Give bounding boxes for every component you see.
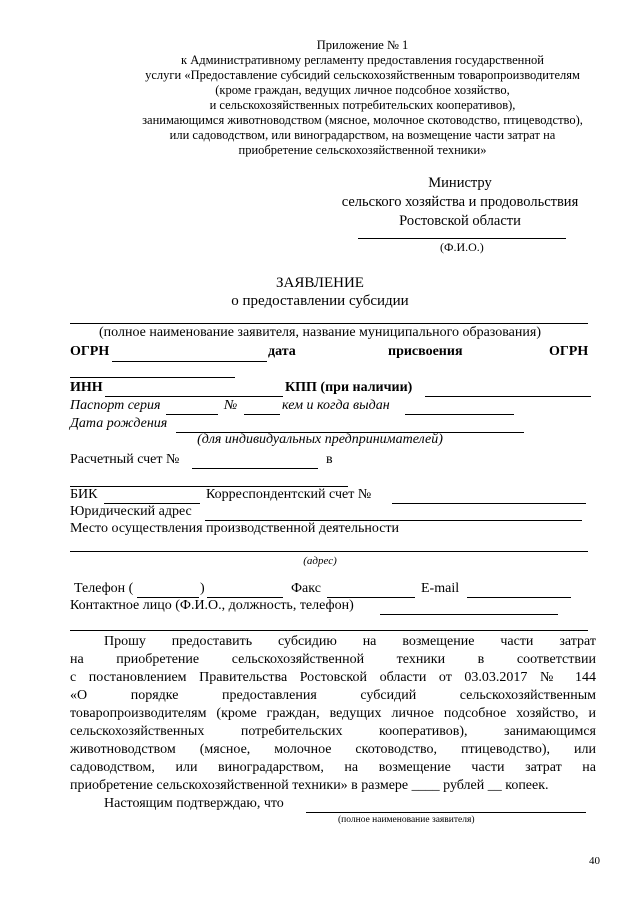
- ogrn-field[interactable]: [112, 361, 267, 362]
- ip-caption: (для индивидуальных предпринимателей): [197, 432, 443, 447]
- document-subtitle: о предоставлении субсидии: [231, 293, 409, 309]
- addressee-line-1: Министру: [428, 175, 492, 191]
- body-line-4: [70, 688, 596, 704]
- applicant-caption: (полное наименование заявителя, название муниципального образования): [99, 325, 541, 340]
- body-word: возмещение: [402, 634, 475, 649]
- phone-label: Телефон (: [74, 581, 134, 596]
- appendix-line-7: или садоводством, или виноградарством, на возмещение части затрат на: [169, 128, 556, 142]
- confirmation-field[interactable]: [306, 812, 586, 813]
- body-line-1: [104, 634, 596, 650]
- body-line-3: с постановлением Правительства Ростовской области от 03.03.2017 № 144: [70, 670, 596, 685]
- ogrn-assign-label: присвоения: [388, 344, 463, 359]
- body-word: в: [477, 652, 485, 667]
- account-in-label: в: [326, 452, 333, 467]
- appendix-line-8: приобретение сельскохозяйственной техники»: [238, 143, 487, 157]
- phone-close-paren: ): [200, 581, 205, 596]
- contact-person-field-2[interactable]: [70, 630, 588, 631]
- body-word: затрат: [559, 634, 596, 649]
- body-line-5: товаропроизводителям (кроме граждан, ведущих личное подсобное хозяйство, и: [70, 706, 596, 721]
- contact-person-label: Контактное лицо (Ф.И.О., должность, телефон): [70, 598, 354, 613]
- confirmation-label: Настоящим подтверждаю, что: [104, 796, 284, 811]
- corr-account-label: Корреспондентский счет №: [206, 487, 372, 502]
- body-word: на: [362, 634, 377, 649]
- ogrn-label: ОГРН: [70, 344, 110, 359]
- body-word: предоставления: [222, 688, 317, 703]
- body-word: порядке: [130, 688, 179, 703]
- ogrn-label-2: ОГРН: [549, 344, 589, 359]
- page-number: 40: [589, 855, 600, 867]
- ogrn-date-field[interactable]: [70, 377, 235, 378]
- confirmation-caption: (полное наименование заявителя): [338, 815, 475, 825]
- account-field[interactable]: [192, 468, 318, 469]
- body-word: части: [500, 634, 534, 649]
- email-label: E-mail: [421, 581, 460, 596]
- passport-number-field[interactable]: [244, 414, 280, 415]
- account-label: Расчетный счет №: [70, 452, 180, 467]
- body-word: приобретение: [116, 652, 200, 667]
- corr-account-field[interactable]: [392, 503, 586, 504]
- body-line-8: садоводством, или виноградарством, на возмещение части затрат на: [70, 760, 596, 775]
- body-word: предоставить: [171, 634, 253, 649]
- body-word: соответствии: [516, 652, 596, 667]
- passport-issued-field[interactable]: [405, 414, 514, 415]
- applicant-name-line[interactable]: [70, 323, 588, 324]
- passport-number-label: №: [224, 398, 238, 413]
- body-line-2: [70, 652, 596, 668]
- legal-address-label: Юридический адрес: [70, 504, 192, 519]
- address-caption: (адрес): [303, 555, 337, 567]
- kpp-field[interactable]: [425, 396, 591, 397]
- fax-label: Факс: [291, 581, 321, 596]
- appendix-line-3: услуги «Предоставление субсидий сельскохозяйственным товаропроизводителям: [145, 68, 580, 82]
- fio-caption: (Ф.И.О.): [440, 240, 484, 254]
- addressee-line-2: сельского хозяйства и продовольствия: [341, 194, 579, 210]
- bik-label: БИК: [70, 487, 98, 502]
- body-line-9: приобретение сельскохозяйственной техники» в размере ____ рублей __ копеек.: [70, 778, 549, 793]
- passport-series-label: Паспорт серия: [70, 398, 161, 413]
- birth-date-label: Дата рождения: [70, 416, 168, 431]
- ogrn-date-label: дата: [268, 344, 296, 359]
- appendix-number: Приложение № 1: [316, 38, 409, 52]
- appendix-line-2: к Административному регламенту предоставления государственной: [181, 53, 544, 67]
- appendix-line-5: и сельскохозяйственных потребительских кооперативов),: [209, 98, 516, 112]
- body-word: субсидий: [360, 688, 417, 703]
- passport-series-field[interactable]: [166, 414, 218, 415]
- body-word: сельскохозяйственным: [459, 688, 596, 703]
- body-line-7: животноводством (мясное, молочное скотоводство, птицеводство), или: [70, 742, 596, 757]
- body-word: «О: [70, 688, 88, 703]
- passport-issued-label: кем и когда выдан: [282, 398, 390, 413]
- body-line-6: сельскохозяйственных потребительских кооперативов), занимающимся: [70, 724, 596, 739]
- email-field[interactable]: [467, 597, 571, 598]
- fio-line[interactable]: [358, 238, 566, 239]
- appendix-line-6: занимающимся животноводством (мясное, молочное скотоводство, птицеводство),: [142, 113, 583, 127]
- contact-person-field[interactable]: [380, 614, 558, 615]
- addressee-line-3: Ростовской области: [399, 213, 521, 229]
- kpp-label: КПП (при наличии): [285, 380, 413, 395]
- body-word: Прошу: [104, 634, 146, 649]
- activity-place-label: Место осуществления производственной деятельности: [70, 521, 400, 536]
- inn-field[interactable]: [105, 396, 283, 397]
- activity-address-field[interactable]: [70, 551, 588, 552]
- body-word: сельскохозяйственной: [231, 652, 365, 667]
- inn-label: ИНН: [70, 380, 103, 395]
- body-word: субсидию: [278, 634, 337, 649]
- appendix-line-4: (кроме граждан, ведущих личное подсобное хозяйство,: [215, 83, 510, 97]
- body-word: на: [70, 652, 84, 667]
- body-word: техники: [396, 652, 446, 667]
- document-title: ЗАЯВЛЕНИЕ: [276, 275, 364, 291]
